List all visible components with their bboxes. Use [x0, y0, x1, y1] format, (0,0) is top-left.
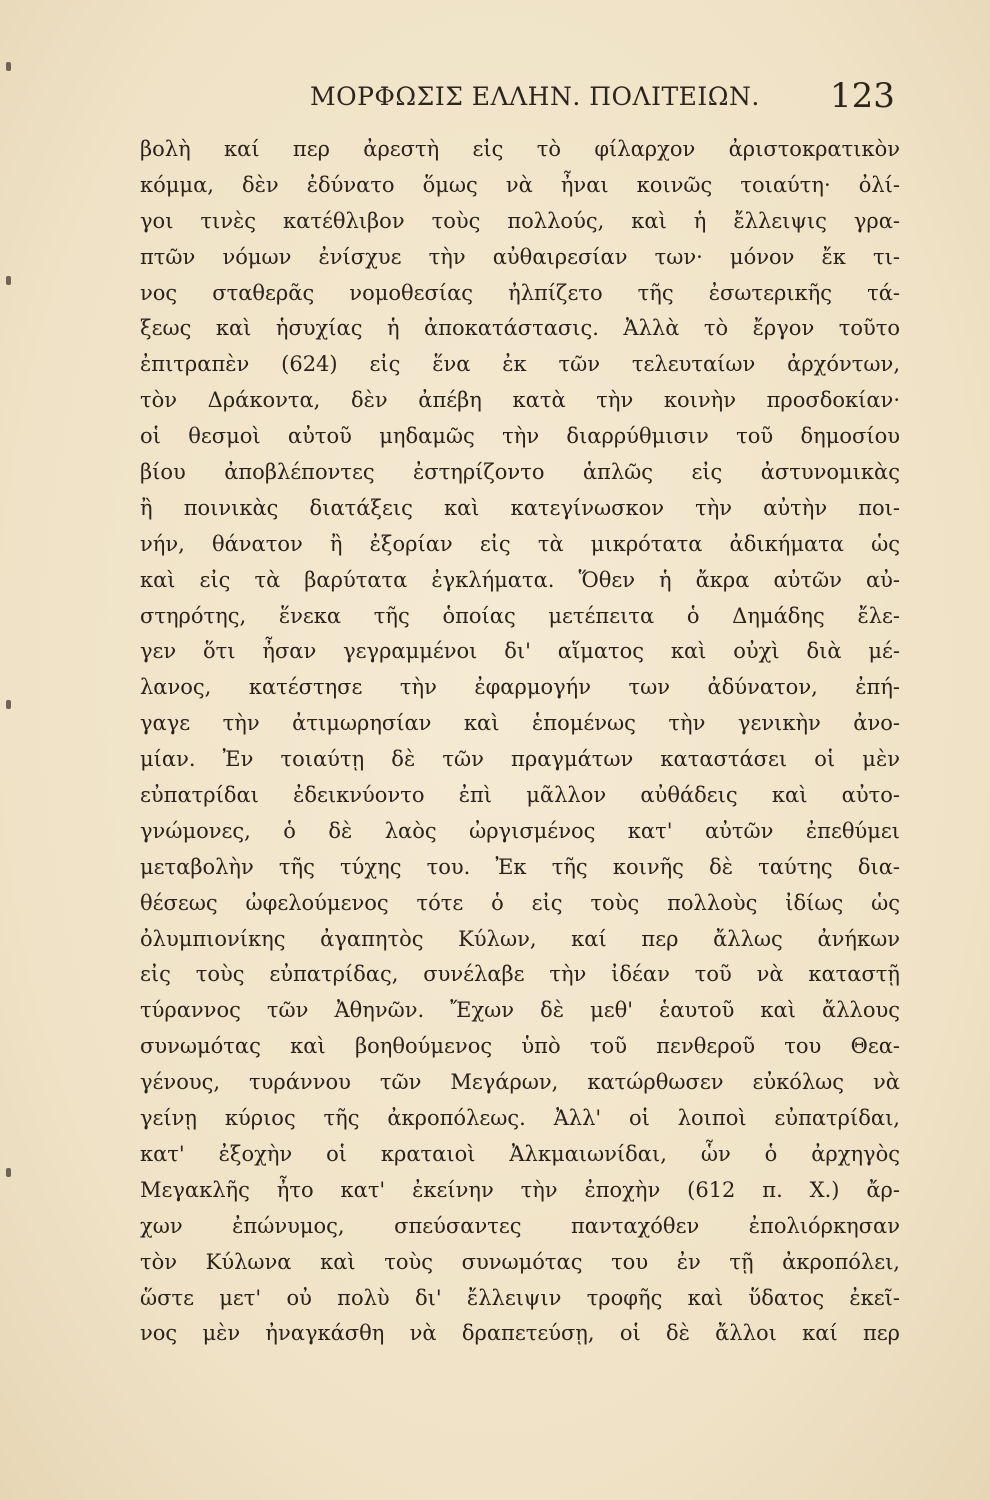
text-line: γένους, τυράννου τῶν Μεγάρων, κατώρθωσεν εὐκόλως νὰ [140, 1070, 900, 1095]
page-number: 123 [830, 76, 895, 116]
text-line: εὐπατρίδαι ἐδεικνύοντο ἐπὶ μᾶλλον αὐθάδεις καὶ αὐτο- [140, 783, 900, 808]
margin-ink-mark [6, 1168, 11, 1177]
text-line: γοι τινὲς κατέθλιβον τοὺς πολλούς, καὶ ἡ ἔλλειψις γρα- [140, 208, 900, 233]
text-line: στηρότης, ἕνεκα τῆς ὁποίας μετέπειτα ὁ Δημάδης ἔλε- [140, 603, 900, 628]
text-line: τὸν Κύλωνα καὶ τοὺς συνωμότας του ἐν τῇ ἀκροπόλει, [140, 1249, 900, 1274]
text-line: τὸν Δράκοντα, δὲν ἀπέβη κατὰ τὴν κοινὴν προσδοκίαν· [140, 388, 900, 413]
text-line: νήν, θάνατον ἢ ἐξορίαν εἰς τὰ μικρότατα ἀδικήματα ὡς [140, 531, 900, 556]
text-line: κατ' ἐξοχὴν οἱ κραταιοὶ Ἀλκμαιωνίδαι, ὧν ὁ ἀρχηγὸς [140, 1141, 900, 1166]
text-line: κόμμα, δὲν ἐδύνατο ὅμως νὰ ἦναι κοινῶς τοιαύτη· ὀλί- [140, 172, 900, 197]
text-line: νος μὲν ἠναγκάσθη νὰ δραπετεύσῃ, οἱ δὲ ἄλλοι καί περ [140, 1321, 900, 1346]
text-line: τύραννος τῶν Ἀθηνῶν. Ἔχων δὲ μεθ' ἑαυτοῦ καὶ ἄλλους [140, 998, 900, 1023]
text-line: γεν ὅτι ἦσαν γεγραμμένοι δι' αἵματος καὶ οὐχὶ διὰ μέ- [140, 639, 900, 664]
margin-ink-mark [6, 276, 11, 285]
text-line: Μεγακλῆς ἦτο κατ' ἐκείνην τὴν ἐποχὴν (612 π. Χ.) ἄρ- [140, 1177, 900, 1202]
text-line: γαγε τὴν ἀτιμωρησίαν καὶ ἑπομένως τὴν γενικὴν ἀνο- [140, 711, 900, 736]
text-line: μεταβολὴν τῆς τύχης του. Ἐκ τῆς κοινῆς δὲ ταύτης δια- [140, 854, 900, 879]
text-line: γνώμονες, ὁ δὲ λαὸς ὠργισμένος κατ' αὐτῶν ἐπεθύμει [140, 818, 900, 843]
text-line: ξεως καὶ ἡσυχίας ἡ ἀποκατάστασις. Ἀλλὰ τὸ ἔργον τοῦτο [140, 316, 900, 341]
page-header [0, 72, 990, 122]
text-line: ἐπιτραπὲν (624) εἰς ἕνα ἐκ τῶν τελευταίων ἀρχόντων, [140, 352, 900, 377]
text-line: γείνῃ κύριος τῆς ἀκροπόλεως. Ἀλλ' οἱ λοιποὶ εὐπατρίδαι, [140, 1106, 900, 1131]
text-line: λανος, κατέστησε τὴν ἐφαρμογήν των ἀδύνατον, ἐπή- [140, 675, 900, 700]
text-line: ὥστε μετ' οὐ πολὺ δι' ἔλλειψιν τροφῆς καὶ ὕδατος ἐκεῖ- [140, 1285, 900, 1310]
body-text [140, 132, 900, 1352]
text-line: θέσεως ὠφελούμενος τότε ὁ εἰς τοὺς πολλοὺς ἰδίως ὡς [140, 890, 900, 915]
text-line: συνωμότας καὶ βοηθούμενος ὑπὸ τοῦ πενθεροῦ του Θεα- [140, 1034, 900, 1059]
text-line: βολὴ καί περ ἀρεστὴ εἰς τὸ φίλαρχον ἀριστοκρατικὸν [140, 137, 900, 161]
text-line: καὶ εἰς τὰ βαρύτατα ἐγκλήματα. Ὅθεν ἡ ἄκρα αὐτῶν αὐ- [140, 567, 900, 592]
text-line: ὀλυμπιονίκης ἀγαπητὸς Κύλων, καί περ ἄλλως ἀνήκων [140, 926, 900, 951]
text-line: εἰς τοὺς εὐπατρίδας, συνέλαβε τὴν ἰδέαν τοῦ νὰ καταστῇ [140, 962, 900, 987]
text-line: μίαν. Ἐν τοιαύτῃ δὲ τῶν πραγμάτων καταστάσει οἱ μὲν [140, 747, 900, 772]
text-line: ἢ ποινικὰς διατάξεις καὶ κατεγίνωσκον τὴν αὐτὴν ποι- [140, 495, 900, 520]
text-line: πτῶν νόμων ἐνίσχυε τὴν αὐθαιρεσίαν των· μόνον ἔκ τι- [140, 244, 900, 269]
text-line: νος σταθερᾶς νομοθεσίας ἠλπίζετο τῆς ἐσωτερικῆς τά- [140, 280, 900, 305]
margin-ink-mark [6, 62, 11, 71]
text-line: χων ἐπώνυμος, σπεύσαντες πανταχόθεν ἐπολιόρκησαν [140, 1213, 900, 1238]
text-line: βίου ἀποβλέποντες ἐστηρίζοντο ἁπλῶς εἰς ἀστυνομικὰς [140, 460, 900, 485]
margin-ink-mark [6, 700, 11, 709]
text-line: οἱ θεσμοὶ αὐτοῦ μηδαμῶς τὴν διαρρύθμισιν τοῦ δημοσίου [140, 424, 900, 449]
running-head: ΜΟΡΦΩΣΙΣ ΕΛΛΗΝ. ΠΟΛΙΤΕΙΩΝ. [310, 82, 760, 111]
